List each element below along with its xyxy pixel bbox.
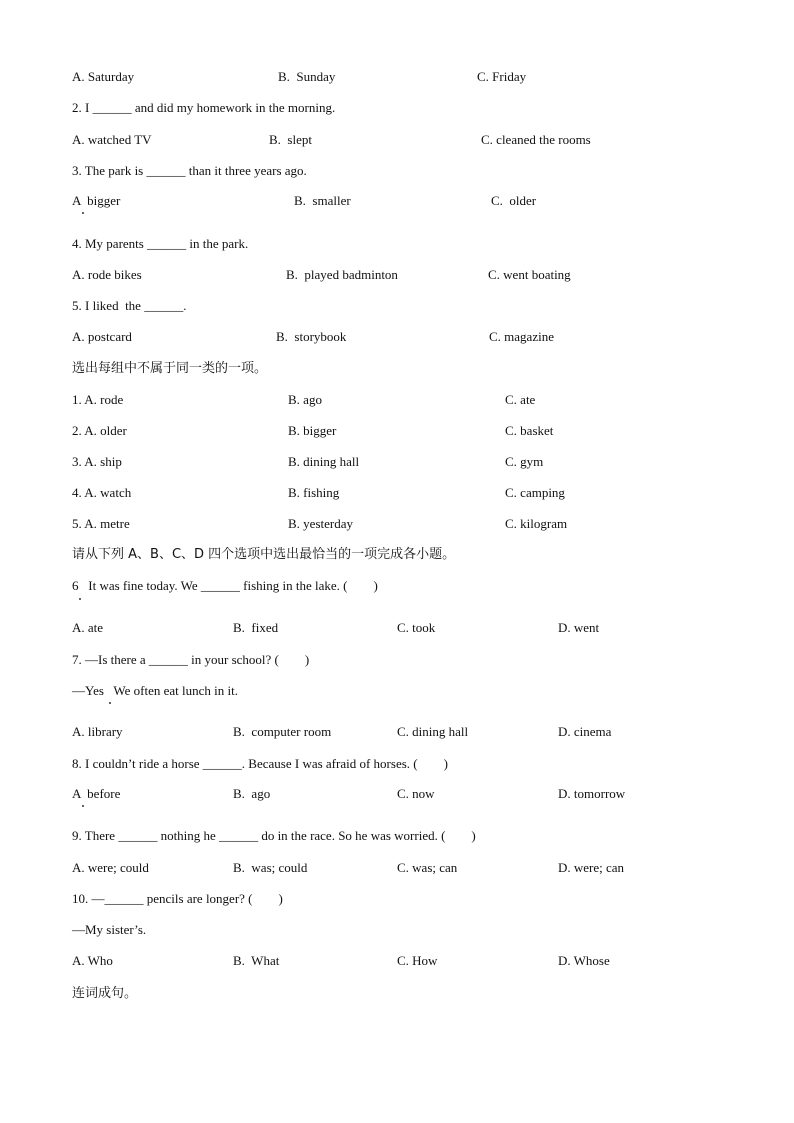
q2-option-a: A. watched TV — [72, 132, 152, 147]
q1-option-c: C. Friday — [477, 69, 527, 84]
classify-row-2-c: C. basket — [505, 423, 554, 438]
q2-option-b: B. slept — [269, 132, 312, 147]
q10-answer-line: —My sister’s. — [72, 922, 147, 937]
q7-option-d: D. cinema — [558, 724, 612, 739]
classify-row-1-a: 1. A. rode — [72, 392, 124, 407]
q4-option-b: B. played badminton — [286, 267, 398, 282]
q8-option-b: B. ago — [233, 786, 271, 801]
punct-dot — [82, 805, 84, 807]
q4-option-c: C. went boating — [488, 267, 571, 282]
q10-option-d: D. Whose — [558, 953, 610, 968]
q3-option-c: C. older — [491, 193, 537, 208]
classify-row-4-b: B. fishing — [288, 485, 340, 500]
q8-stem: 8. I couldn’t ride a horse ______. Because I was afraid of horses. ( ) — [72, 756, 448, 771]
punct-dot — [82, 212, 84, 214]
q3-stem: 3. The park is ______ than it three years ago. — [72, 163, 307, 178]
q10-option-a: A. Who — [72, 953, 113, 968]
section-instruction-classify: 选出每组中不属于同一类的一项。 — [72, 361, 268, 376]
q9-option-b: B. was; could — [233, 860, 308, 875]
q4-stem: 4. My parents ______ in the park. — [72, 236, 249, 251]
classify-row-5-c: C. kilogram — [505, 516, 568, 531]
q3-option-b: B. smaller — [294, 193, 351, 208]
classify-row-5-b: B. yesterday — [288, 516, 353, 531]
punct-dot — [109, 702, 111, 704]
punct-dot — [79, 598, 81, 600]
classify-row-4-c: C. camping — [505, 485, 565, 500]
q10-option-c: C. How — [397, 953, 438, 968]
q6-option-b: B. fixed — [233, 620, 279, 635]
q7-option-b: B. computer room — [233, 724, 332, 739]
classify-row-3-c: C. gym — [505, 454, 544, 469]
classify-row-4-a: 4. A. watch — [72, 485, 132, 500]
q2-stem: 2. I ______ and did my homework in the morning. — [72, 100, 336, 115]
classify-row-1-c: C. ate — [505, 392, 536, 407]
q5-option-c: C. magazine — [489, 329, 554, 344]
q6-stem: 6 It was fine today. We ______ fishing in the lake. ( ) — [72, 578, 378, 593]
q10-stem: 10. —______ pencils are longer? ( ) — [72, 891, 283, 906]
q6-option-d: D. went — [558, 620, 600, 635]
q8-option-c: C. now — [397, 786, 435, 801]
q1-option-a: A. Saturday — [72, 69, 135, 84]
q9-option-a: A. were; could — [72, 860, 149, 875]
classify-row-1-b: B. ago — [288, 392, 322, 407]
classify-row-2-a: 2. A. older — [72, 423, 127, 438]
q5-stem: 5. I liked the ______. — [72, 298, 187, 313]
q10-option-b: B. What — [233, 953, 280, 968]
section-instruction-sentence: 连词成句。 — [72, 986, 138, 1001]
q8-option-d: D. tomorrow — [558, 786, 626, 801]
classify-row-3-b: B. dining hall — [288, 454, 360, 469]
q5-option-b: B. storybook — [276, 329, 347, 344]
q2-option-c: C. cleaned the rooms — [481, 132, 591, 147]
classify-row-3-a: 3. A. ship — [72, 454, 122, 469]
classify-row-5-a: 5. A. metre — [72, 516, 130, 531]
q5-option-a: A. postcard — [72, 329, 132, 344]
classify-row-2-b: B. bigger — [288, 423, 337, 438]
q7-option-a: A. library — [72, 724, 123, 739]
q6-option-a: A. ate — [72, 620, 104, 635]
q7-answer-line: —Yes We often eat lunch in it. — [72, 683, 239, 698]
q7-stem: 7. —Is there a ______ in your school? ( ) — [72, 652, 310, 667]
q4-option-a: A. rode bikes — [72, 267, 142, 282]
q9-stem: 9. There ______ nothing he ______ do in the race. So he was worried. ( ) — [72, 828, 476, 843]
section-instruction-choose: 请从下列 A、B、C、D 四个选项中选出最恰当的一项完成各小题。 — [72, 547, 456, 562]
q7-option-c: C. dining hall — [397, 724, 469, 739]
q8-option-a: A before — [72, 786, 121, 801]
q3-option-a: A bigger — [72, 193, 121, 208]
q6-option-c: C. took — [397, 620, 436, 635]
q9-option-d: D. were; can — [558, 860, 625, 875]
q1-option-b: B. Sunday — [278, 69, 336, 84]
q9-option-c: C. was; can — [397, 860, 458, 875]
